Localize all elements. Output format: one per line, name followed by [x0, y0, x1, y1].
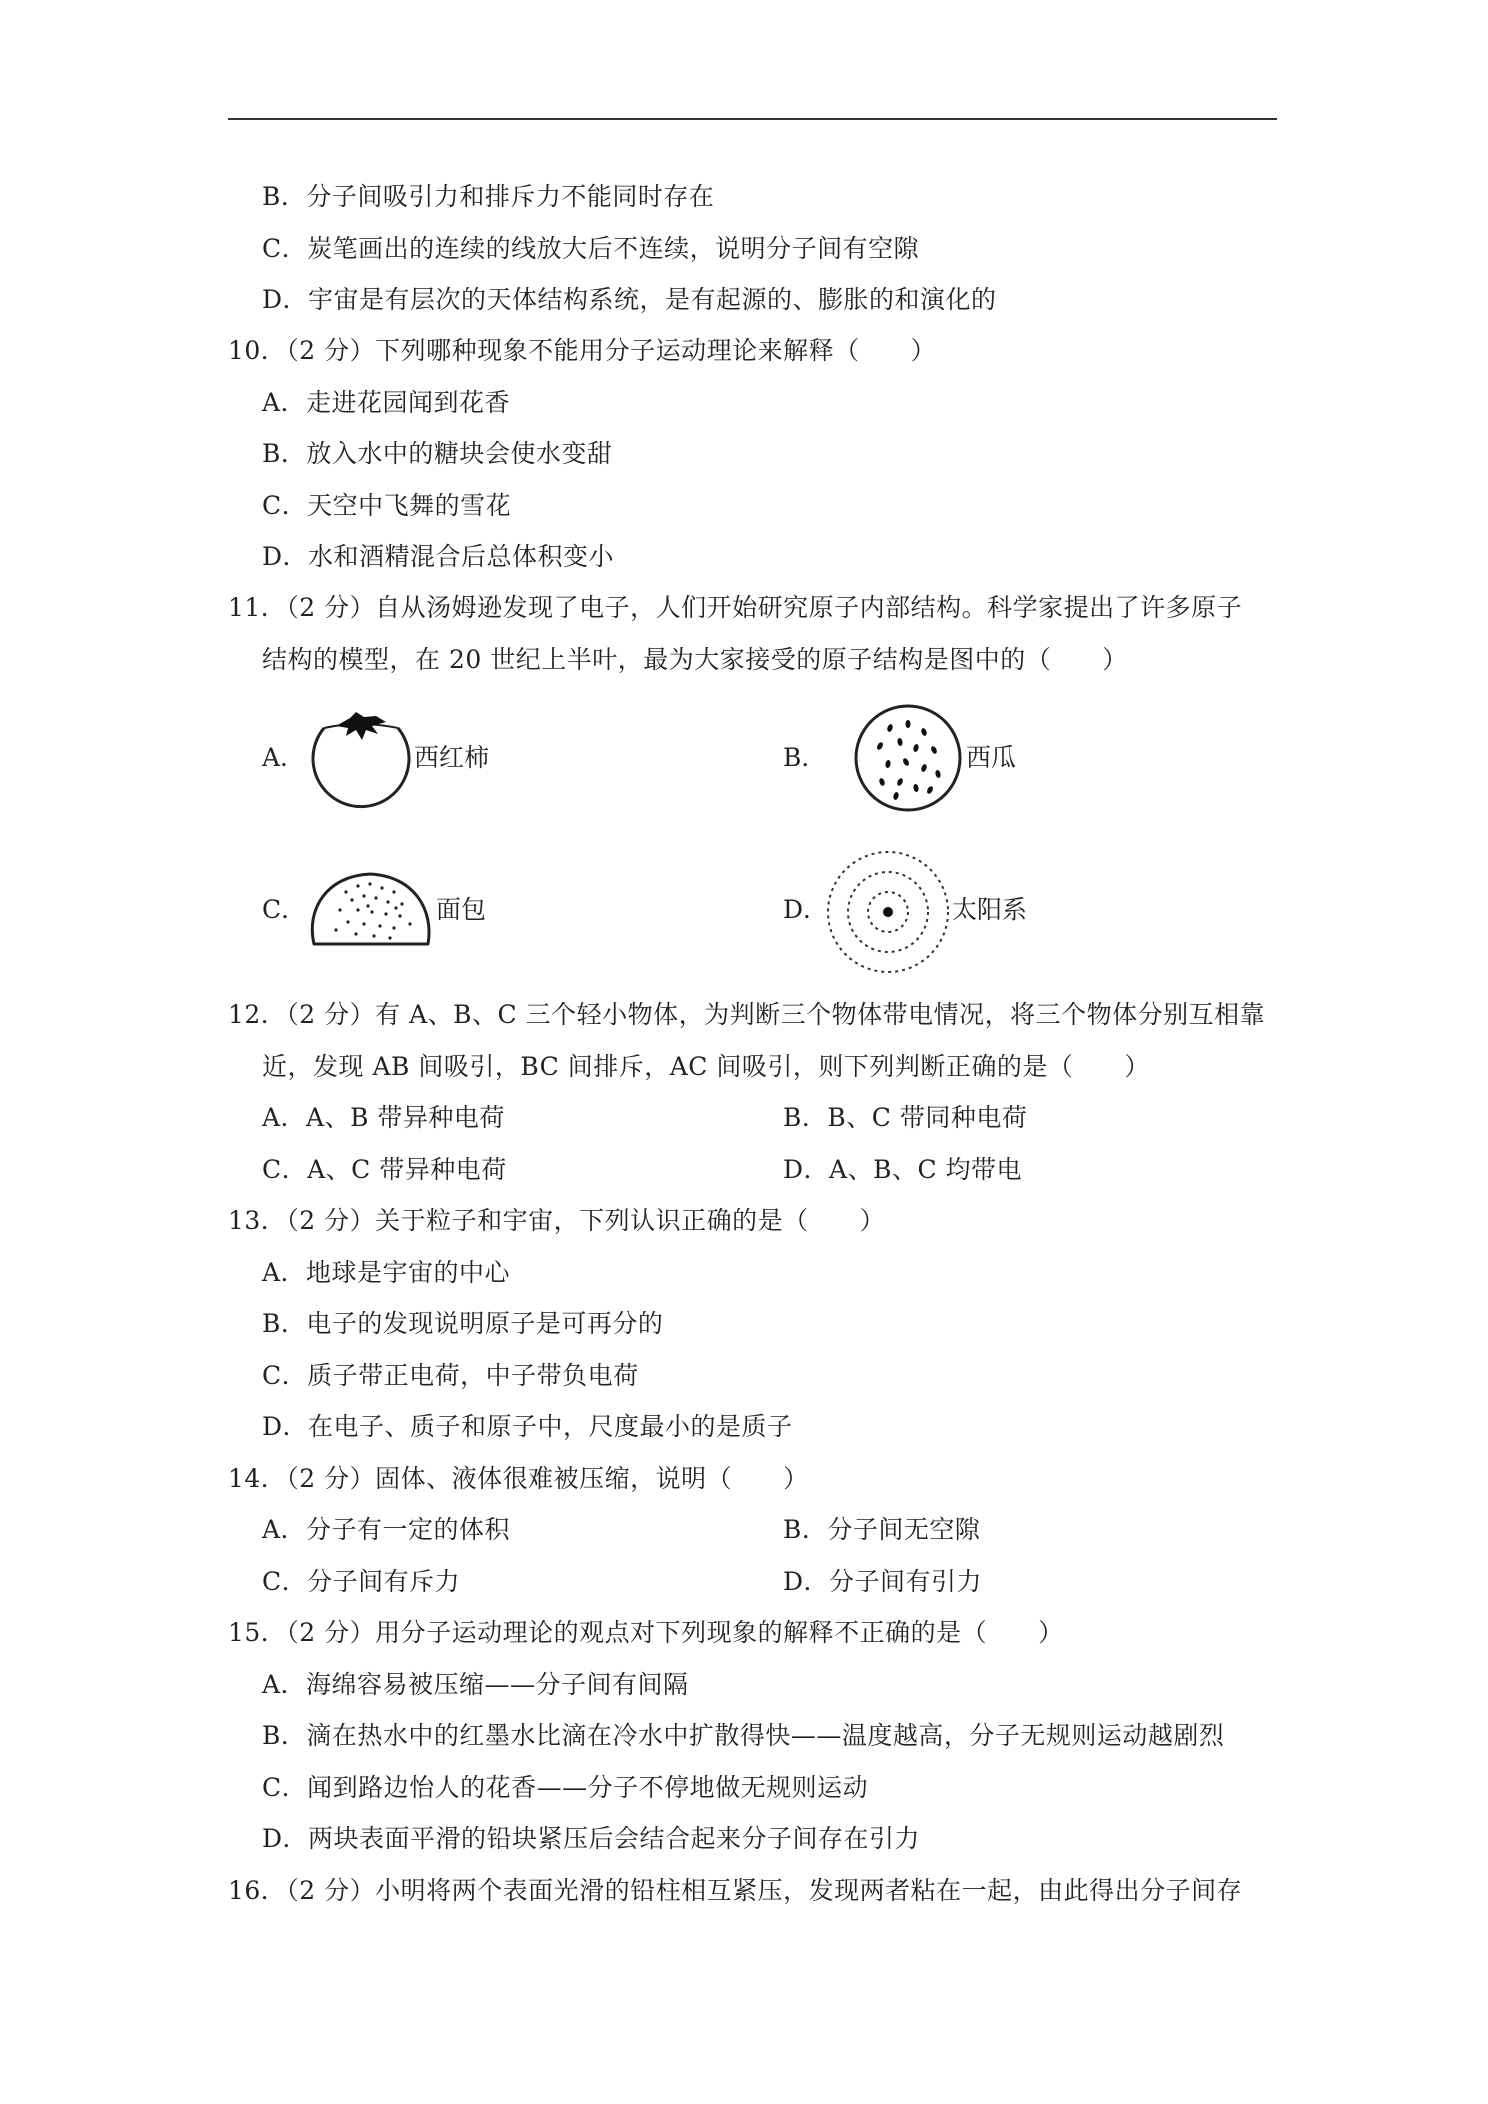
option-line: D．两块表面平滑的铅块紧压后会结合起来分子间存在引力	[262, 1824, 921, 1853]
header-rule	[228, 118, 1277, 120]
question-15: 15．（2 分）用分子运动理论的观点对下列现象的解释不正确的是（ ）	[228, 1618, 1064, 1647]
question-10: 10．（2 分）下列哪种现象不能用分子运动理论来解释（ ）	[228, 336, 937, 365]
tomato-figure	[306, 708, 414, 808]
question-16: 16．（2 分）小明将两个表面光滑的铅柱相互紧压，发现两者粘在一起，由此得出分子间存	[228, 1876, 1243, 1905]
figure-d-name: 太阳系	[952, 895, 1028, 924]
bread-figure	[306, 870, 436, 952]
option-line: B．分子间无空隙	[783, 1515, 981, 1544]
option-line: A．走进花园闻到花香	[262, 388, 511, 417]
option-line: B．电子的发现说明原子是可再分的	[262, 1309, 664, 1338]
figure-c-letter: C．	[262, 895, 307, 924]
figure-d-letter: D．	[783, 895, 829, 924]
figure-c-name: 面包	[436, 895, 487, 924]
figure-a-letter: A．	[262, 743, 306, 772]
question-11: 11．（2 分）自从汤姆逊发现了电子，人们开始研究原子内部结构。科学家提出了许多原子	[228, 593, 1243, 622]
option-line: D．水和酒精混合后总体积变小	[262, 542, 615, 571]
question-14: 14．（2 分）固体、液体很难被压缩，说明（ ）	[228, 1464, 809, 1493]
question-12: 12．（2 分）有 A、B、C 三个轻小物体，为判断三个物体带电情况，将三个物体分别互相靠	[228, 1000, 1266, 1029]
option-line: D．在电子、质子和原子中，尺度最小的是质子	[262, 1412, 793, 1441]
question-12-cont: 近，发现 AB 间吸引，BC 间排斥，AC 间吸引，则下列判断正确的是（ ）	[262, 1052, 1150, 1081]
option-line: C．炭笔画出的连续的线放大后不连续，说明分子间有空隙	[262, 234, 920, 263]
watermelon-figure	[852, 702, 964, 814]
figure-b-name: 西瓜	[966, 743, 1017, 772]
option-line: D．A、B、C 均带电	[783, 1155, 1023, 1184]
option-line: C．闻到路边怡人的花香——分子不停地做无规则运动	[262, 1773, 869, 1802]
option-line: B．分子间吸引力和排斥力不能同时存在	[262, 182, 715, 211]
option-line: B．放入水中的糖块会使水变甜	[262, 439, 613, 468]
option-line: B．B、C 带同种电荷	[783, 1103, 1028, 1132]
option-line: C．质子带正电荷，中子带负电荷	[262, 1361, 639, 1390]
option-line: A．分子有一定的体积	[262, 1515, 511, 1544]
option-line: B．滴在热水中的红墨水比滴在冷水中扩散得快——温度越高，分子无规则运动越剧烈	[262, 1721, 1225, 1750]
option-line: D．分子间有引力	[783, 1567, 983, 1596]
option-line: D．宇宙是有层次的天体结构系统，是有起源的、膨胀的和演化的	[262, 285, 997, 314]
option-line: C．分子间有斥力	[262, 1567, 461, 1596]
question-11-cont: 结构的模型，在 20 世纪上半叶，最为大家接受的原子结构是图中的（ ）	[262, 645, 1128, 674]
solar-system-figure	[824, 848, 952, 976]
option-line: A．地球是宇宙的中心	[262, 1258, 511, 1287]
option-line: A．A、B 带异种电荷	[262, 1103, 505, 1132]
option-line: A．海绵容易被压缩——分子间有间隔	[262, 1670, 689, 1699]
figure-b-letter: B．	[783, 743, 827, 772]
option-line: C．A、C 带异种电荷	[262, 1155, 507, 1184]
option-line: C．天空中飞舞的雪花	[262, 491, 512, 520]
figure-a-name: 西红柿	[414, 743, 490, 772]
question-13: 13．（2 分）关于粒子和宇宙，下列认识正确的是（ ）	[228, 1206, 886, 1235]
